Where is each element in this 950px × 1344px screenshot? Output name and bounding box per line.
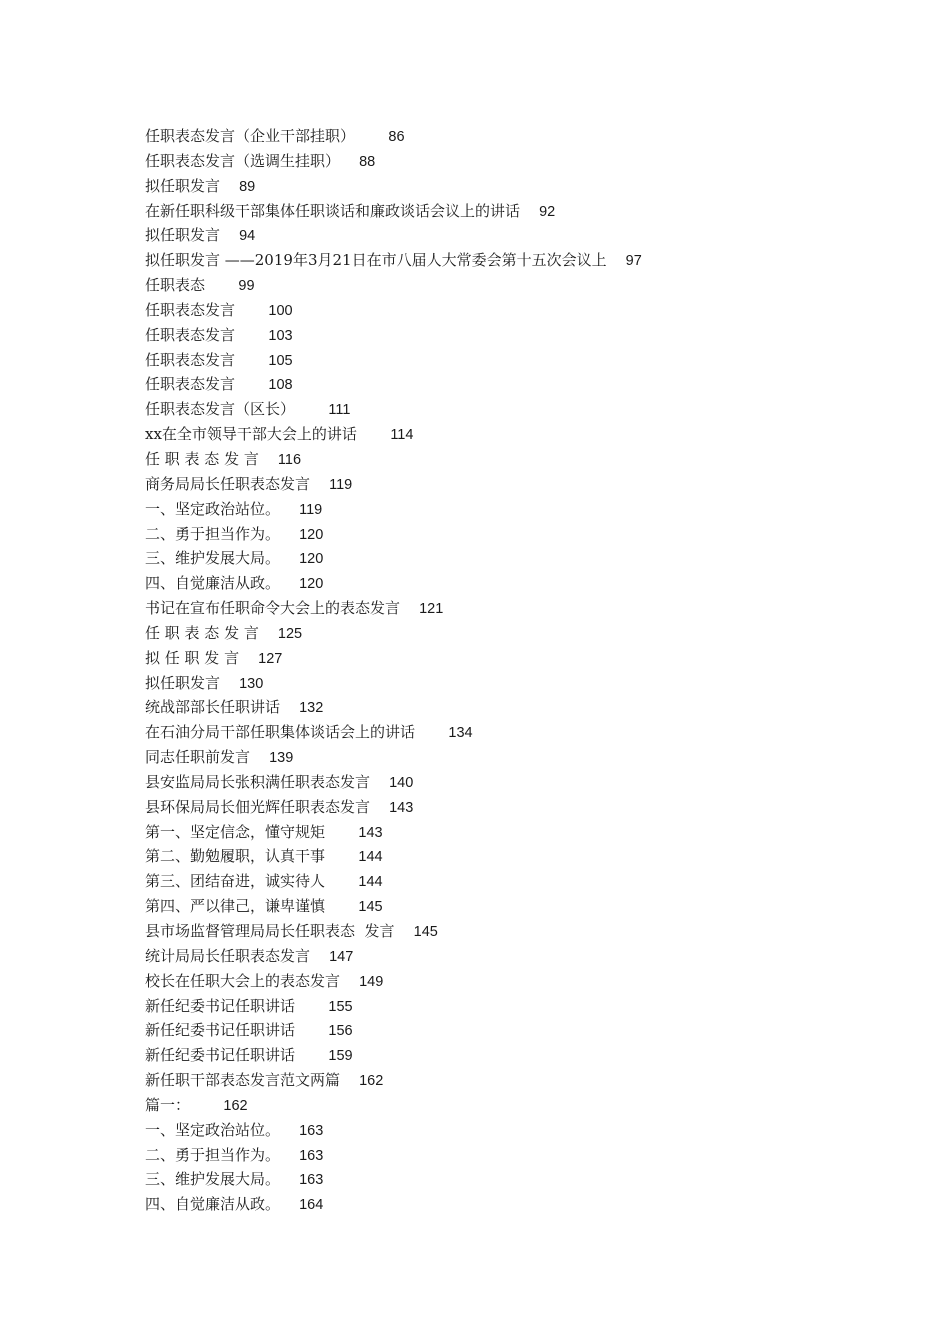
toc-entry-title: 统计局局长任职表态发言 bbox=[145, 946, 311, 965]
toc-entry bbox=[145, 969, 845, 994]
toc-entry-page: 132 bbox=[299, 700, 324, 717]
toc-entry-title: 二、勇于担当作为。 bbox=[145, 524, 281, 543]
toc-entry-gap bbox=[235, 301, 268, 319]
toc-entry bbox=[145, 1018, 845, 1043]
toc-entry-gap bbox=[280, 1195, 299, 1213]
toc-entry-title: 县安监局局长张积满任职表态发言 bbox=[145, 772, 371, 791]
toc-entry-page: 155 bbox=[328, 998, 353, 1015]
toc-entry-page: 139 bbox=[269, 750, 294, 767]
toc-entry-page: 163 bbox=[299, 1122, 324, 1139]
toc-entry-gap bbox=[520, 202, 539, 220]
toc-entry-title: 新任纪委书记任职讲话 bbox=[145, 1021, 296, 1040]
toc-entry-title: 任职表态发言（企业干部挂职） bbox=[145, 127, 356, 145]
toc-entry-page: 125 bbox=[277, 625, 303, 642]
toc-entry-gap bbox=[325, 847, 358, 865]
toc-entry-title: 三、维护发展大局。 bbox=[145, 1170, 281, 1189]
toc-entry-page: 159 bbox=[328, 1048, 353, 1065]
toc-entry-page: 89 bbox=[239, 178, 256, 195]
toc-entry-page: 86 bbox=[388, 129, 405, 145]
toc-entry-gap bbox=[235, 375, 268, 393]
toc-entry-page: 103 bbox=[268, 327, 293, 344]
toc-entry-gap bbox=[280, 1146, 299, 1164]
toc-entry bbox=[145, 720, 845, 745]
toc-entry-gap bbox=[280, 549, 299, 567]
toc-entry-page: 145 bbox=[358, 899, 383, 916]
toc-entry-title: 县环保局局长佃光辉任职表态发言 bbox=[145, 797, 371, 816]
toc-entry bbox=[145, 323, 845, 348]
toc-entry bbox=[145, 522, 845, 547]
toc-entry bbox=[145, 944, 845, 969]
toc-entry-gap bbox=[280, 574, 299, 592]
table-of-contents bbox=[145, 124, 845, 1217]
toc-entry-title: 商务局局长任职表态发言 bbox=[145, 474, 311, 493]
toc-entry-title: 任职表态发言 bbox=[145, 325, 236, 344]
toc-entry-gap bbox=[235, 326, 268, 344]
toc-entry bbox=[145, 422, 845, 447]
toc-entry-title: 新任纪委书记任职讲话 bbox=[145, 996, 296, 1015]
toc-entry-page: 143 bbox=[358, 824, 383, 841]
toc-entry bbox=[145, 671, 845, 696]
toc-entry bbox=[145, 646, 845, 671]
toc-entry-page: 88 bbox=[359, 153, 376, 170]
toc-entry bbox=[145, 1093, 845, 1118]
toc-entry-page: 97 bbox=[625, 253, 642, 270]
toc-entry-gap bbox=[259, 624, 278, 642]
toc-entry-gap bbox=[370, 773, 389, 791]
toc-entry-title: 新任职干部表态发言范文两篇 bbox=[145, 1071, 341, 1090]
toc-entry-page: 164 bbox=[299, 1197, 324, 1214]
toc-entry-gap bbox=[395, 922, 414, 940]
toc-entry bbox=[145, 124, 845, 149]
toc-entry-title: 拟 任 职 发 言 bbox=[145, 648, 240, 667]
toc-entry-title: 一、坚定政治站位。 bbox=[145, 499, 281, 518]
toc-entry-gap bbox=[295, 1046, 328, 1064]
toc-entry-gap bbox=[205, 276, 238, 294]
toc-entry bbox=[145, 1167, 845, 1192]
toc-entry-title: 任职表态发言 bbox=[145, 300, 236, 319]
toc-entry bbox=[145, 149, 845, 174]
toc-entry-gap bbox=[220, 177, 239, 195]
toc-entry-page: 120 bbox=[299, 576, 324, 593]
toc-entry bbox=[145, 844, 845, 869]
toc-entry-page: 100 bbox=[268, 302, 293, 319]
toc-entry-title: 四、自觉廉洁从政。 bbox=[145, 1195, 281, 1214]
toc-entry-title: 任职表态 bbox=[145, 276, 206, 295]
toc-entry-page: 140 bbox=[389, 774, 414, 791]
toc-entry-title: 新任纪委书记任职讲话 bbox=[145, 1046, 296, 1065]
toc-entry-page: 127 bbox=[258, 650, 283, 667]
toc-entry-gap bbox=[607, 251, 626, 269]
toc-entry-gap bbox=[190, 1096, 223, 1114]
toc-entry-page: 163 bbox=[299, 1172, 324, 1189]
toc-entry-gap bbox=[340, 972, 359, 990]
toc-entry-gap bbox=[340, 152, 359, 170]
toc-entry-title: 同志任职前发言 bbox=[145, 748, 251, 767]
toc-entry bbox=[145, 447, 845, 472]
toc-entry-page: 143 bbox=[389, 799, 414, 816]
toc-entry-gap bbox=[355, 127, 388, 145]
toc-entry-gap bbox=[280, 1170, 299, 1188]
toc-entry-gap bbox=[295, 400, 328, 418]
toc-entry bbox=[145, 820, 845, 845]
toc-entry-title: 篇一： bbox=[145, 1095, 191, 1114]
toc-entry bbox=[145, 199, 845, 224]
toc-entry-gap bbox=[325, 897, 358, 915]
toc-entry-title: 任职表态发言 bbox=[145, 350, 236, 369]
toc-entry-title: 拟任职发言 bbox=[145, 226, 221, 245]
toc-entry bbox=[145, 372, 845, 397]
toc-entry-title: 任职表态发言（区长） bbox=[145, 400, 296, 419]
toc-entry bbox=[145, 273, 845, 298]
toc-entry-gap bbox=[250, 748, 269, 766]
toc-entry-page: 119 bbox=[299, 501, 323, 518]
toc-entry bbox=[145, 546, 845, 571]
toc-entry-gap bbox=[259, 450, 278, 468]
toc-entry-page: 116 bbox=[277, 451, 302, 468]
toc-entry bbox=[145, 695, 845, 720]
toc-entry bbox=[145, 472, 845, 497]
toc-entry-gap bbox=[310, 947, 329, 965]
toc-entry-title: 校长在任职大会上的表态发言 bbox=[145, 971, 341, 990]
toc-entry-page: 92 bbox=[539, 203, 556, 220]
toc-entry-page: 111 bbox=[328, 402, 351, 419]
toc-entry-page: 144 bbox=[358, 849, 383, 866]
toc-entry-page: 134 bbox=[448, 725, 473, 742]
toc-entry-gap bbox=[280, 500, 299, 518]
toc-entry-page: 120 bbox=[299, 551, 324, 568]
toc-entry-page: 162 bbox=[359, 1073, 384, 1090]
toc-entry-page: 119 bbox=[329, 476, 353, 493]
toc-entry-title: 四、自觉廉洁从政。 bbox=[145, 574, 281, 593]
toc-entry-title: 拟任职发言 bbox=[145, 176, 221, 195]
toc-entry-page: 105 bbox=[268, 352, 293, 369]
toc-entry-page: 108 bbox=[268, 377, 293, 394]
toc-entry-title: 第一、坚定信念，懂守规矩 bbox=[145, 822, 326, 841]
toc-entry-page: 130 bbox=[239, 675, 264, 692]
toc-entry-gap bbox=[235, 351, 268, 369]
toc-entry-title: 第三、团结奋进，诚实待人 bbox=[145, 872, 326, 891]
toc-entry-title: 拟任职发言 ——2019年3月21日在市八届人大常委会第十五次会议上 bbox=[145, 251, 607, 270]
toc-entry-title: 在石油分局干部任职集体谈话会上的讲话 bbox=[145, 723, 416, 742]
toc-entry-page: 144 bbox=[358, 874, 383, 891]
toc-entry-page: 99 bbox=[238, 278, 255, 295]
toc-entry bbox=[145, 745, 845, 770]
toc-entry-gap bbox=[280, 525, 299, 543]
toc-entry bbox=[145, 174, 845, 199]
toc-entry-page: 145 bbox=[413, 924, 438, 940]
toc-entry-gap bbox=[280, 698, 299, 716]
toc-entry bbox=[145, 348, 845, 373]
toc-entry-gap bbox=[357, 425, 390, 443]
toc-entry-title: 三、维护发展大局。 bbox=[145, 549, 281, 568]
toc-entry-title: xx在全市领导干部大会上的讲话 bbox=[145, 425, 357, 444]
toc-entry bbox=[145, 994, 845, 1019]
toc-entry-title: 任 职 表 态 发 言 bbox=[145, 449, 259, 468]
toc-entry-title: 任职表态发言（选调生挂职） bbox=[145, 151, 341, 170]
toc-entry-gap bbox=[295, 997, 328, 1015]
toc-entry bbox=[145, 1118, 845, 1143]
toc-entry bbox=[145, 497, 845, 522]
toc-entry-page: 121 bbox=[419, 601, 444, 618]
toc-entry bbox=[145, 1043, 845, 1068]
toc-entry-title: 统战部部长任职讲话 bbox=[145, 698, 281, 717]
toc-entry bbox=[145, 869, 845, 894]
toc-entry-page: 94 bbox=[239, 228, 256, 245]
toc-entry bbox=[145, 621, 845, 646]
toc-entry bbox=[145, 770, 845, 795]
toc-entry-gap bbox=[295, 1021, 328, 1039]
toc-entry-title: 任 职 表 态 发 言 bbox=[145, 623, 259, 642]
toc-entry-gap bbox=[340, 1071, 359, 1089]
toc-entry bbox=[145, 894, 845, 919]
toc-entry-title: 第二、勤勉履职，认真干事 bbox=[145, 847, 326, 866]
toc-entry bbox=[145, 571, 845, 596]
toc-entry-gap bbox=[239, 649, 258, 667]
toc-entry-page: 149 bbox=[359, 973, 384, 990]
toc-entry-page: 156 bbox=[328, 1023, 353, 1040]
toc-entry bbox=[145, 223, 845, 248]
toc-entry bbox=[145, 596, 845, 621]
toc-entry-title: 第四、严以律己，谦卑谨慎 bbox=[145, 897, 326, 916]
toc-entry bbox=[145, 1143, 845, 1168]
toc-entry-gap bbox=[310, 475, 329, 493]
toc-entry-gap bbox=[325, 872, 358, 890]
toc-entry-title: 一、坚定政治站位。 bbox=[145, 1120, 281, 1139]
toc-entry-page: 163 bbox=[299, 1147, 324, 1164]
toc-entry-title: 在新任职科级干部集体任职谈话和廉政谈话会议上的讲话 bbox=[145, 201, 521, 220]
toc-entry-gap bbox=[370, 798, 389, 816]
toc-entry-gap bbox=[325, 823, 358, 841]
toc-entry-page: 162 bbox=[223, 1097, 248, 1114]
toc-entry bbox=[145, 298, 845, 323]
toc-entry-page: 120 bbox=[299, 526, 324, 543]
toc-entry-gap bbox=[220, 226, 239, 244]
toc-entry-title: 拟任职发言 bbox=[145, 673, 221, 692]
toc-entry-gap bbox=[220, 674, 239, 692]
toc-entry bbox=[145, 795, 845, 820]
toc-entry-gap bbox=[415, 723, 448, 741]
toc-entry-page: 114 bbox=[390, 427, 414, 444]
toc-entry bbox=[145, 248, 845, 273]
toc-entry-page: 147 bbox=[329, 948, 354, 965]
toc-entry-title: 书记在宣布任职命令大会上的表态发言 bbox=[145, 599, 401, 618]
toc-entry bbox=[145, 397, 845, 422]
toc-entry-title: 二、勇于担当作为。 bbox=[145, 1145, 281, 1164]
toc-entry-gap bbox=[400, 599, 419, 617]
toc-entry bbox=[145, 1192, 845, 1217]
toc-entry-title: 任职表态发言 bbox=[145, 375, 236, 394]
toc-entry-title: 县市场监督管理局局长任职表态 发言 bbox=[145, 922, 395, 940]
toc-entry-gap bbox=[280, 1121, 299, 1139]
toc-entry bbox=[145, 919, 845, 944]
toc-entry bbox=[145, 1068, 845, 1093]
